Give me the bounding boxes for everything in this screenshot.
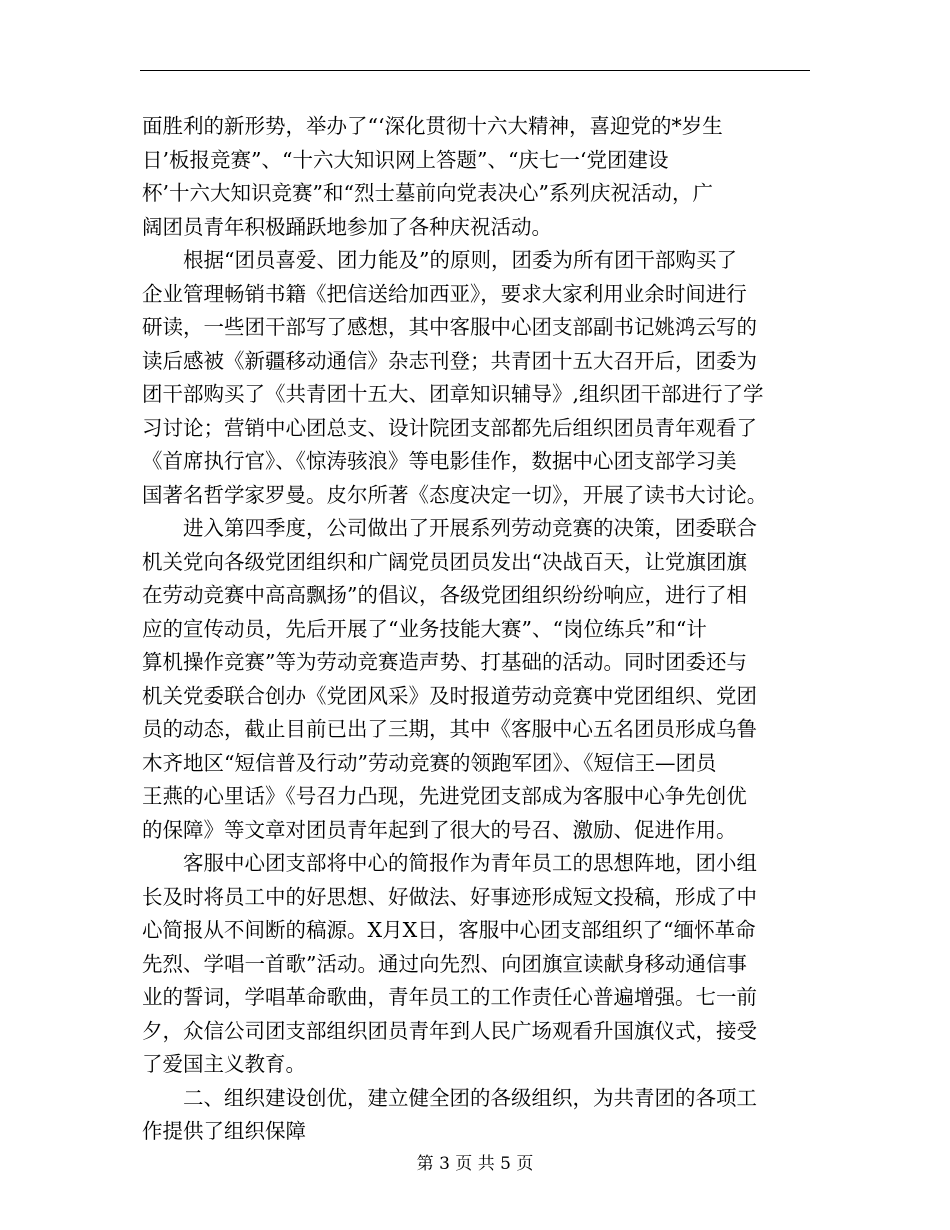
text-line: 应的宣传动员，先后开展了“业务技能大赛”、“岗位练兵”和“计 <box>142 616 707 641</box>
text-line: 员的动态，截止目前已出了三期，其中《客服中心五名团员形成乌鲁 <box>142 717 757 741</box>
text-line: 的保障》等文章对团员青年起到了很大的号召、激励、促进作用。 <box>142 817 737 842</box>
text-line: 根据“团员喜爱、团力能及”的原则，团委为所有团干部购买了 <box>183 248 737 272</box>
header-rule <box>140 70 810 71</box>
text-line: 先烈、学唱一首歌”活动。通过向先烈、向团旗宣读献身移动通信事 <box>142 951 747 976</box>
text-line: 日’板报竞赛”、“十六大知识网上答题”、“庆七一‘党团建设 <box>142 147 669 172</box>
text-line: 了爱国主义教育。 <box>142 1052 306 1076</box>
section-heading-line: 作提供了组织保障 <box>142 1119 306 1143</box>
text-line: 心简报从不间断的稿源。X月X日，客服中心团支部组织了“缅怀革命 <box>142 918 756 942</box>
text-line: 国著名哲学家罗曼。皮尔所著《态度决定一切》，开展了读书大讨论。 <box>142 482 768 507</box>
page-number: 第 3 页 共 5 页 <box>416 1154 534 1174</box>
text-line: 进入第四季度，公司做出了开展系列劳动竞赛的决策，团委联合 <box>183 516 757 540</box>
text-line: 面胜利的新形势，举办了“‘深化贯彻十六大精神，喜迎党的*岁生 <box>142 114 723 138</box>
text-line: 企业管理畅销书籍《把信送给加西亚》，要求大家利用业余时间进行 <box>142 281 747 306</box>
text-line: 《首席执行官》、《惊涛骇浪》等电影佳作，数据中心团支部学习美 <box>142 449 737 473</box>
section-heading-line: 二、组织建设创优，建立健全团的各级组织，为共青团的各项工 <box>183 1085 757 1110</box>
text-line: 在劳动竞赛中高高飘扬”的倡议，各级党团组织纷纷响应，进行了相 <box>142 583 747 607</box>
text-line: 算机操作竞赛”等为劳动竞赛造声势、打基础的活动。同时团委还与 <box>142 650 747 674</box>
text-line: 习讨论；营销中心团总支、设计院团支部都先后组织团员青年观看了 <box>142 415 757 440</box>
text-line: 阔团员青年积极踊跃地参加了各种庆祝活动。 <box>142 214 552 239</box>
text-line: 客服中心团支部将中心的简报作为青年员工的思想阵地，团小组 <box>183 851 757 875</box>
text-line: 读后感被《新疆移动通信》杂志刊登；共青团十五大召开后，团委为 <box>142 348 757 373</box>
document-body <box>142 110 810 1149</box>
text-line: 业的誓词，学唱革命歌曲，青年员工的工作责任心普遍增强。七一前 <box>142 985 757 1009</box>
text-line: 杯’十六大知识竞赛”和“烈士墓前向党表决心”系列庆祝活动，广 <box>142 181 713 205</box>
text-line: 木齐地区“短信普及行动”劳动竞赛的领跑军团》、《短信王—团员 <box>142 750 717 775</box>
text-line: 机关党向各级党团组织和广阔党员团员发出“决战百天，让党旗团旗 <box>142 549 747 574</box>
text-line: 机关党委联合创办《党团风采》及时报道劳动竞赛中党团组织、党团 <box>142 683 757 708</box>
text-line: 王燕的心里话》《号召力凸现，先进党团支部成为客服中心争先创优 <box>142 784 747 808</box>
text-line: 研读，一些团干部写了感想，其中客服中心团支部副书记姚鸿云写的 <box>142 315 757 339</box>
text-line: 夕，众信公司团支部组织团员青年到人民广场观看升国旗仪式，接受 <box>142 1018 757 1043</box>
text-line: 长及时将员工中的好思想、好做法、好事迹形成短文投稿，形成了中 <box>142 884 757 909</box>
text-line: 团干部购买了《共青团十五大、团章知识辅导》,组织团干部进行了学 <box>142 382 764 406</box>
